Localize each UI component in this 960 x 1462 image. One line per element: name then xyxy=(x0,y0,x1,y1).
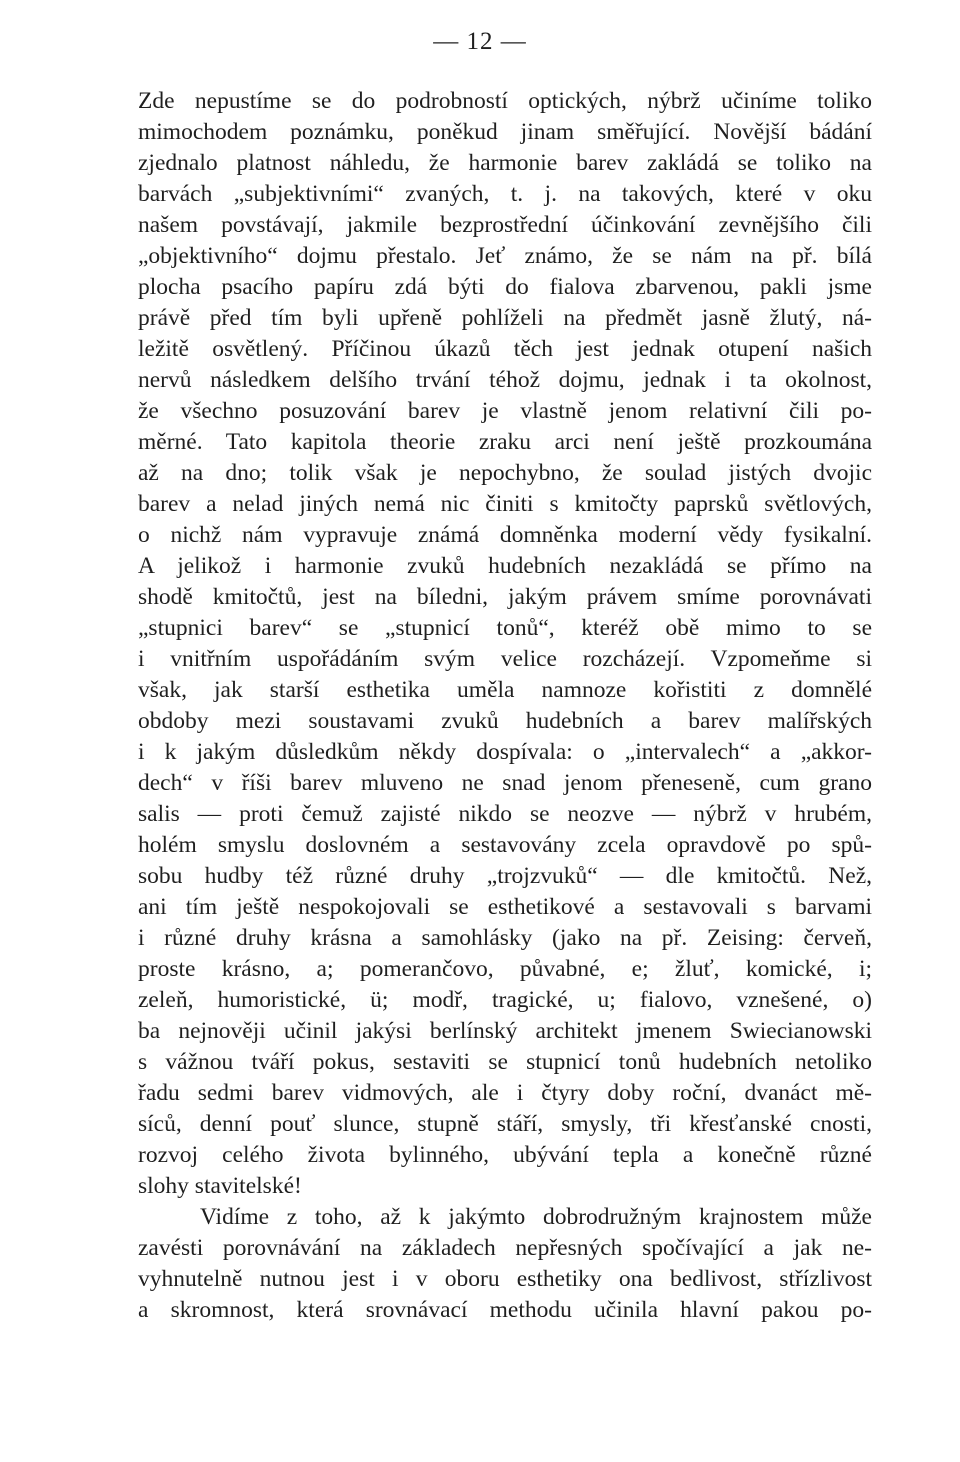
text-line: i vnitřním uspořádáním svým velice rozcházejí. Vzpomeňme si xyxy=(138,646,872,672)
text-line: plocha psacího papíru zdá býti do fialova zbarvenou, pakli jsme xyxy=(138,274,872,300)
text-line: ba nejnověji učinil jakýsi berlínský architekt jmenem Swiecianowski xyxy=(138,1018,872,1044)
text-line: i k jakým důsledkům někdy dospívala: o „intervalech“ a „akkor- xyxy=(138,739,872,765)
text-line: řadu sedmi barev vidmových, ale i čtyry doby roční, dvanáct mě- xyxy=(138,1080,872,1106)
text-line: o nichž nám vypravuje známá domněnka moderní vědy fysikalní. xyxy=(138,522,872,548)
text-line: zjednalo platnost náhledu, že harmonie barev zakládá se toliko na xyxy=(138,150,872,176)
text-line: barev a nelad jiných nemá nic činiti s kmitočty paprsků světlových, xyxy=(138,491,872,517)
text-line: a skromnost, která srovnávací methodu učinila hlavní pakou po- xyxy=(138,1297,872,1323)
text-line: zeleň, humoristické, ü; modř, tragické, u; fialovo, vznešené, o) xyxy=(138,987,872,1013)
text-line: však, jak starší esthetika uměla namnoze kořistiti z domnělé xyxy=(138,677,872,703)
text-line: holém smyslu doslovném a sestavovány zcela opravdově po spů- xyxy=(138,832,872,858)
text-line: „stupnici barev“ se „stupnicí tonů“, kteréž obě mimo to se xyxy=(138,615,872,641)
text-line: zavésti porovnávání na základech nepřesných spočívající a jak ne- xyxy=(138,1235,872,1261)
text-line: slohy stavitelské! xyxy=(138,1173,302,1199)
text-line: síců, denní pouť slunce, stupně stáří, smysly, tři křesťanské cnosti, xyxy=(138,1111,872,1137)
text-line: nervů následkem delšího trvání téhož dojmu, jednak i ta okolnost, xyxy=(138,367,872,393)
text-line: dech“ v říši barev mluveno ne snad jenom přeneseně, cum grano xyxy=(138,770,872,796)
text-line: shodě kmitočtů, jest na bíledni, jakým právem smíme porovnávati xyxy=(138,584,872,610)
text-line: vyhnutelně nutnou jest i v oboru esthetiky ona bedlivost, střízlivost xyxy=(138,1266,872,1292)
text-line: barvách „subjektivními“ zvaných, t. j. na takových, které v oku xyxy=(138,181,872,207)
text-line: s vážnou tváří pokus, sestaviti se stupnicí tonů hudebních netoliko xyxy=(138,1049,872,1075)
text-line: obdoby mezi soustavami zvuků hudebních a barev malířských xyxy=(138,708,872,734)
text-line: proste krásno, a; pomerančovo, půvabné, e; žluť, komické, i; xyxy=(138,956,872,982)
text-line: našem povstávají, jakmile bezprostřední účinkování zevnějšího čili xyxy=(138,212,872,238)
text-line: rozvoj celého života bylinného, ubývání tepla a konečně různé xyxy=(138,1142,872,1168)
text-line: mimochodem poznámku, poněkud jinam směřující. Novější bádání xyxy=(138,119,872,145)
body-text xyxy=(138,86,872,1326)
text-line: měrné. Tato kapitola theorie zraku arci není ještě prozkoumána xyxy=(138,429,872,455)
page-number: — 12 — xyxy=(433,28,527,55)
text-line: ani tím ještě nespokojovali se esthetikové a sestavovali s barvami xyxy=(138,894,872,920)
text-line: salis — proti čemuž zajisté nikdo se neozve — nýbrž v hrubém, xyxy=(138,801,872,827)
text-line: až na dno; tolik však je nepochybno, že soulad jistých dvojic xyxy=(138,460,872,486)
text-line: ležitě osvětlený. Příčinou úkazů těch jest jednak otupení našich xyxy=(138,336,872,362)
text-line: Zde nepustíme se do podrobností optických, nýbrž učiníme toliko xyxy=(138,88,872,114)
text-line: právě před tím byli upřeně pohlíželi na předmět jasně žlutý, ná- xyxy=(138,305,872,331)
text-line: sobu hudby též různé druhy „trojzvuků“ — dle kmitočtů. Než, xyxy=(138,863,872,889)
text-line: „objektivního“ dojmu přestalo. Jeť známo, že se nám na př. bílá xyxy=(138,243,872,269)
text-line: že všechno posuzování barev je vlastně jenom relativní čili po- xyxy=(138,398,872,424)
text-line: A jelikož i harmonie zvuků hudebních nezakládá se přímo na xyxy=(138,553,872,579)
text-line: i různé druhy krásna a samohlásky (jako na př. Zeising: červeň, xyxy=(138,925,872,951)
text-line: Vidíme z toho, až k jakýmto dobrodružným krajnostem může xyxy=(200,1204,872,1230)
